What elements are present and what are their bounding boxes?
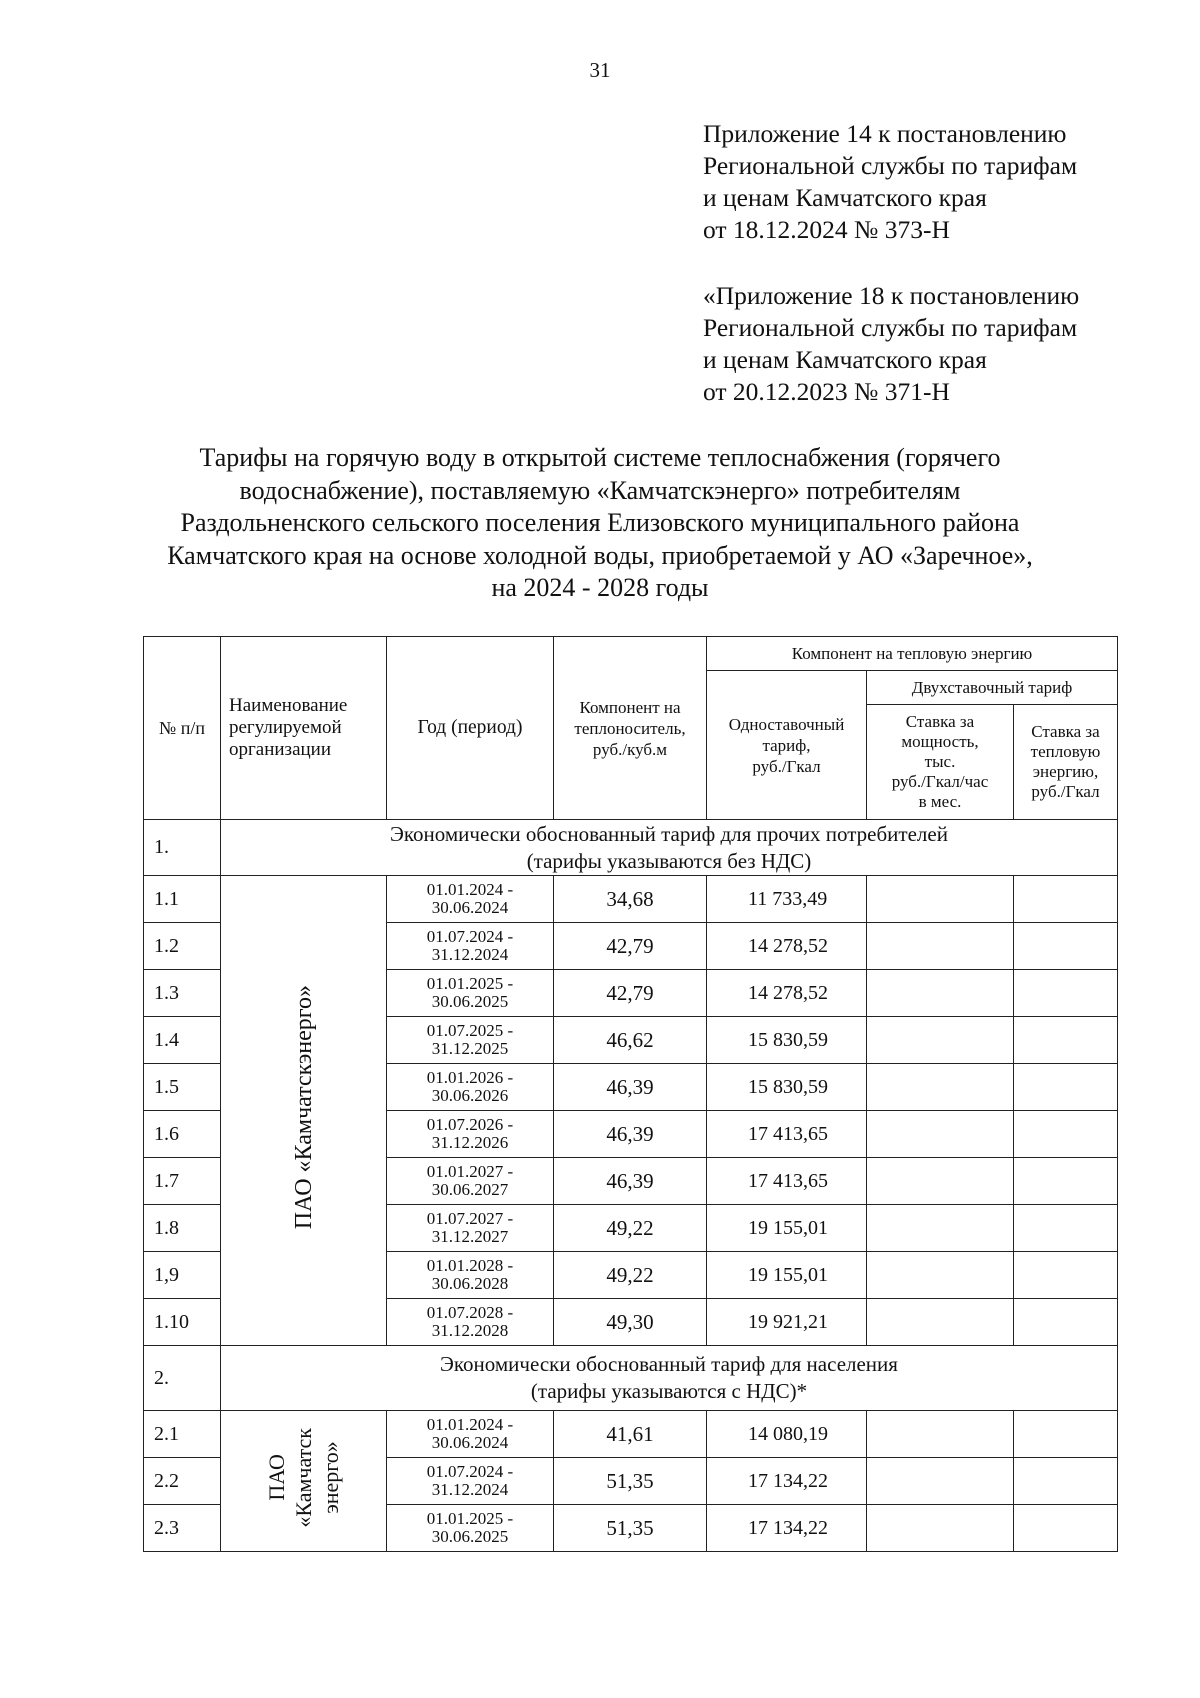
header-single-line: Одноставочный — [728, 714, 845, 734]
header-num: № п/п — [144, 637, 221, 820]
period-end: 31.12.2026 — [431, 1133, 509, 1152]
appendix-line: Приложение 14 к постановлению — [703, 119, 1067, 148]
header-capacity-line: тыс. — [924, 752, 956, 771]
row-num: 1.1 — [144, 876, 221, 923]
header-heat-group: Компонент на тепловую энергию — [707, 637, 1118, 671]
coolant-value: 46,39 — [554, 1064, 707, 1111]
header-energy-line: тепловую — [1030, 742, 1101, 761]
period-cell — [387, 1299, 554, 1346]
heat-value: 19 155,01 — [707, 1252, 867, 1299]
header-energy-line: руб./Гкал — [1031, 782, 1100, 801]
header-coolant-line: теплоноситель, — [574, 718, 686, 738]
energy-value — [1014, 1458, 1118, 1505]
org-name-line: ПАО — [264, 1454, 289, 1502]
heat-value: 11 733,49 — [707, 876, 867, 923]
energy-value — [1014, 1505, 1118, 1552]
energy-value — [1014, 1252, 1118, 1299]
coolant-value: 51,35 — [554, 1458, 707, 1505]
period-start: 01.07.2024 - — [426, 927, 514, 946]
period-start: 01.07.2027 - — [426, 1209, 514, 1228]
table-header — [144, 637, 1118, 820]
section-title — [221, 820, 1118, 876]
section-title-line: Экономически обоснованный тариф для населения — [440, 1352, 898, 1376]
energy-value — [1014, 923, 1118, 970]
header-single-line: руб./Гкал — [752, 756, 821, 776]
heat-value: 14 080,19 — [707, 1411, 867, 1458]
heat-value: 14 278,52 — [707, 970, 867, 1017]
period-cell — [387, 1111, 554, 1158]
row-num: 1.6 — [144, 1111, 221, 1158]
heat-value: 15 830,59 — [707, 1064, 867, 1111]
energy-value — [1014, 876, 1118, 923]
capacity-value — [867, 1205, 1014, 1252]
coolant-value: 46,62 — [554, 1017, 707, 1064]
energy-value — [1014, 1299, 1118, 1346]
period-start: 01.07.2026 - — [426, 1115, 514, 1134]
header-org-line: Наименование — [229, 695, 348, 716]
period-end: 31.12.2024 — [431, 1480, 509, 1499]
coolant-value: 42,79 — [554, 970, 707, 1017]
row-num: 1.4 — [144, 1017, 221, 1064]
period-start: 01.07.2025 - — [426, 1021, 514, 1040]
row-num: 1,9 — [144, 1252, 221, 1299]
capacity-value — [867, 1017, 1014, 1064]
coolant-value: 34,68 — [554, 876, 707, 923]
org-name: ПАО «Камчатскэнерго» — [290, 985, 317, 1230]
org-name-line: «Камчатск — [291, 1428, 316, 1528]
period-cell — [387, 1205, 554, 1252]
header-org — [221, 637, 387, 820]
period-end: 31.12.2027 — [431, 1227, 509, 1246]
capacity-value — [867, 1064, 1014, 1111]
coolant-value: 46,39 — [554, 1158, 707, 1205]
org-name-line: энерго» — [318, 1441, 343, 1515]
section-num: 2. — [144, 1346, 221, 1411]
capacity-value — [867, 970, 1014, 1017]
appendix-line: от 20.12.2023 № 371-Н — [703, 377, 950, 406]
heat-value: 19 921,21 — [707, 1299, 867, 1346]
appendix-line: Региональной службы по тарифам — [703, 151, 1078, 180]
period-start: 01.07.2028 - — [426, 1303, 514, 1322]
section-title-line: (тарифы указываются с НДС)* — [530, 1379, 808, 1403]
title-line: Камчатского края на основе холодной воды, приобретаемой у АО «Заречное», — [167, 540, 1033, 570]
row-num: 1.2 — [144, 923, 221, 970]
header-capacity-rate — [867, 705, 1014, 820]
period-end: 30.06.2026 — [431, 1086, 509, 1105]
title-line: водоснабжение), поставляемую «Камчатскэнерго» потребителям — [239, 475, 961, 505]
heat-value: 17 413,65 — [707, 1158, 867, 1205]
coolant-value: 49,22 — [554, 1252, 707, 1299]
period-start: 01.01.2024 - — [426, 880, 514, 899]
coolant-value: 41,61 — [554, 1411, 707, 1458]
appendix-line: от 18.12.2024 № 373-Н — [703, 215, 950, 244]
period-end: 30.06.2025 — [431, 1527, 509, 1546]
document-title — [100, 442, 1100, 605]
energy-value — [1014, 1411, 1118, 1458]
org-cell — [221, 876, 387, 1346]
period-end: 30.06.2024 — [431, 1433, 509, 1452]
period-cell — [387, 1458, 554, 1505]
header-capacity-line: в мес. — [918, 792, 962, 811]
coolant-value: 42,79 — [554, 923, 707, 970]
period-cell — [387, 876, 554, 923]
header-capacity-line: мощность, — [901, 732, 979, 751]
row-num: 1.7 — [144, 1158, 221, 1205]
period-end: 31.12.2024 — [431, 945, 509, 964]
header-coolant-line: Компонент на — [579, 697, 681, 717]
period-start: 01.01.2024 - — [426, 1415, 514, 1434]
coolant-value: 51,35 — [554, 1505, 707, 1552]
appendix-line: и ценам Камчатского края — [703, 345, 987, 374]
heat-value: 19 155,01 — [707, 1205, 867, 1252]
header-two-rate: Двухставочный тариф — [867, 671, 1118, 705]
appendix-line: Региональной службы по тарифам — [703, 313, 1078, 342]
row-num: 1.5 — [144, 1064, 221, 1111]
capacity-value — [867, 923, 1014, 970]
capacity-value — [867, 1411, 1014, 1458]
heat-value: 17 413,65 — [707, 1111, 867, 1158]
period-cell — [387, 1064, 554, 1111]
appendix-line: «Приложение 18 к постановлению — [703, 281, 1080, 310]
energy-value — [1014, 1064, 1118, 1111]
header-energy-rate — [1014, 705, 1118, 820]
header-single-rate — [707, 671, 867, 820]
period-end: 30.06.2024 — [431, 898, 509, 917]
page-number: 31 — [589, 58, 611, 82]
header-coolant-line: руб./куб.м — [592, 739, 668, 759]
table-row — [144, 1411, 1118, 1458]
title-line: Раздольненского сельского поселения Елизовского муниципального района — [180, 508, 1020, 537]
row-num: 2.3 — [144, 1505, 221, 1552]
capacity-value — [867, 1299, 1014, 1346]
org-cell — [221, 1411, 387, 1552]
row-num: 1.3 — [144, 970, 221, 1017]
period-end: 30.06.2025 — [431, 992, 509, 1011]
period-start: 01.01.2026 - — [426, 1068, 514, 1087]
header-year: Год (период) — [387, 637, 554, 820]
coolant-value: 46,39 — [554, 1111, 707, 1158]
capacity-value — [867, 1111, 1014, 1158]
period-end: 31.12.2025 — [431, 1039, 509, 1058]
org-name — [263, 1428, 344, 1528]
table-row — [144, 876, 1118, 923]
title-line: на 2024 - 2028 годы — [491, 573, 709, 602]
energy-value — [1014, 1158, 1118, 1205]
heat-value: 17 134,22 — [707, 1458, 867, 1505]
period-cell — [387, 970, 554, 1017]
section-row — [144, 820, 1118, 876]
capacity-value — [867, 1252, 1014, 1299]
header-org-line: организации — [229, 739, 332, 760]
energy-value — [1014, 1111, 1118, 1158]
header-capacity-line: руб./Гкал/час — [891, 772, 989, 791]
row-num: 2.2 — [144, 1458, 221, 1505]
period-start: 01.07.2024 - — [426, 1462, 514, 1481]
row-num: 1.10 — [144, 1299, 221, 1346]
heat-value: 14 278,52 — [707, 923, 867, 970]
section-title-line: Экономически обоснованный тариф для прочих потребителей — [390, 821, 948, 846]
appendix-current-header — [703, 118, 1183, 246]
appendix-line: и ценам Камчатского края — [703, 183, 987, 212]
header-energy-line: энергию, — [1032, 762, 1099, 781]
period-end: 30.06.2028 — [431, 1274, 509, 1293]
energy-value — [1014, 970, 1118, 1017]
section-title-line: (тарифы указываются без НДС) — [526, 848, 812, 873]
section-row — [144, 1346, 1118, 1411]
energy-value — [1014, 1205, 1118, 1252]
capacity-value — [867, 876, 1014, 923]
energy-value — [1014, 1017, 1118, 1064]
period-cell — [387, 1505, 554, 1552]
capacity-value — [867, 1505, 1014, 1552]
period-cell — [387, 1411, 554, 1458]
period-start: 01.01.2028 - — [426, 1256, 514, 1275]
coolant-value: 49,22 — [554, 1205, 707, 1252]
table-body — [144, 820, 1118, 1552]
coolant-value: 49,30 — [554, 1299, 707, 1346]
period-end: 31.12.2028 — [431, 1321, 509, 1340]
heat-value: 15 830,59 — [707, 1017, 867, 1064]
header-energy-line: Ставка за — [1031, 722, 1100, 741]
header-capacity-line: Ставка за — [905, 712, 975, 731]
section-title — [221, 1346, 1118, 1411]
period-start: 01.01.2025 - — [426, 974, 514, 993]
appendix-original-header — [703, 280, 1183, 408]
tariff-table — [143, 636, 1118, 1552]
period-end: 30.06.2027 — [431, 1180, 509, 1199]
row-num: 2.1 — [144, 1411, 221, 1458]
period-cell — [387, 1158, 554, 1205]
period-cell — [387, 1017, 554, 1064]
heat-value: 17 134,22 — [707, 1505, 867, 1552]
period-cell — [387, 923, 554, 970]
period-start: 01.01.2025 - — [426, 1509, 514, 1528]
capacity-value — [867, 1158, 1014, 1205]
capacity-value — [867, 1458, 1014, 1505]
header-org-line: регулируемой — [229, 717, 342, 738]
header-single-line: тариф, — [762, 735, 811, 755]
row-num: 1.8 — [144, 1205, 221, 1252]
period-cell — [387, 1252, 554, 1299]
title-line: Тарифы на горячую воду в открытой системе теплоснабжения (горячего — [199, 443, 1001, 472]
header-coolant — [554, 637, 707, 820]
period-start: 01.01.2027 - — [426, 1162, 514, 1181]
section-num: 1. — [144, 820, 221, 876]
